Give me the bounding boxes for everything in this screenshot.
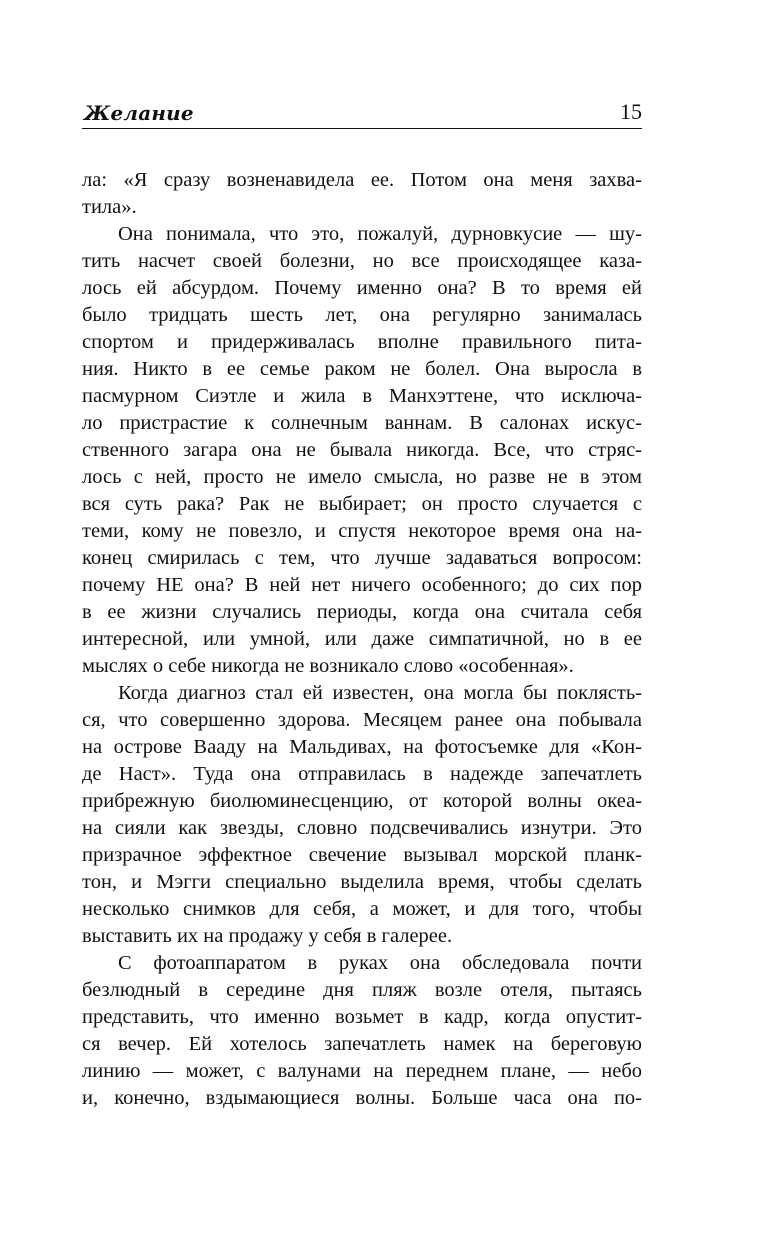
text-line: конец смирилась с тем, что лучше задаваться вопросом: [82, 547, 642, 569]
page-number: 15 [620, 99, 642, 124]
text-line: выставить их на продажу у себя в галерее. [82, 925, 453, 947]
text-line: ла: «Я сразу возненавидела ее. Потом она меня захва- [82, 169, 642, 191]
text-line: С фотоаппаратом в руках она обследовала почти [118, 952, 642, 974]
text-line: спортом и придерживалась вполне правильного пита- [82, 331, 642, 353]
paragraph [82, 221, 642, 680]
text-line: тон, и Мэгги специально выделила время, чтобы сделать [82, 871, 642, 893]
text-line: несколько снимков для себя, а может, и для того, чтобы [82, 898, 642, 920]
paragraph [82, 680, 642, 950]
book-page [82, 94, 642, 1112]
text-line: на сияли как звезды, словно подсвечивались изнутри. Это [82, 817, 642, 839]
text-line: Когда диагноз стал ей известен, она могла бы поклясть- [118, 682, 642, 704]
text-line: призрачное эффектное свечение вызывал морской планк- [82, 844, 642, 866]
text-line: лось ей абсурдом. Почему именно она? В то время ей [82, 277, 642, 299]
text-line: мыслях о себе никогда не возникало слово «особенная». [82, 655, 574, 677]
text-line: интересной, или умной, или даже симпатичной, но в ее [82, 628, 642, 650]
body-text [82, 167, 642, 1112]
text-line: вся суть рака? Рак не выбирает; он просто случается с [82, 493, 642, 515]
text-line: теми, кому не повезло, и спустя некоторое время она на- [82, 520, 642, 542]
text-line: и, конечно, вздымающиеся волны. Больше часа она по- [82, 1087, 642, 1109]
text-line: ственного загара она не бывала никогда. Все, что стряс- [82, 439, 642, 461]
text-line: тить насчет своей болезни, но все происходящее каза- [82, 250, 642, 272]
text-line: ло пристрастие к солнечным ваннам. В салонах искус- [82, 412, 642, 434]
text-line: линию — может, с валунами на переднем плане, — небо [82, 1060, 642, 1082]
running-head [82, 94, 642, 129]
text-line: было тридцать шесть лет, она регулярно занималась [82, 304, 642, 326]
text-line: почему НЕ она? В ней нет ничего особенного; до сих пор [82, 574, 642, 596]
text-line: безлюдный в середине дня пляж возле отеля, пытаясь [82, 979, 642, 1001]
text-line: Она понимала, что это, пожалуй, дурновкусие — шу- [118, 223, 642, 245]
text-line: ся, что совершенно здорова. Месяцем ранее она побывала [82, 709, 642, 731]
text-line: тила». [82, 196, 137, 218]
text-line: на острове Вааду на Мальдивах, на фотосъемке для «Кон- [82, 736, 642, 758]
text-line: ся вечер. Ей хотелось запечатлеть намек на береговую [82, 1033, 642, 1055]
paragraph [82, 950, 642, 1112]
text-line: лось с ней, просто не имело смысла, но разве не в этом [82, 466, 642, 488]
text-line: прибрежную биолюминесценцию, от которой волны океа- [82, 790, 642, 812]
text-line: представить, что именно возьмет в кадр, когда опустит- [82, 1006, 642, 1028]
text-line: в ее жизни случались периоды, когда она считала себя [82, 601, 642, 623]
text-line: ния. Никто в ее семье раком не болел. Она выросла в [82, 358, 642, 380]
text-line: пасмурном Сиэтле и жила в Манхэттене, что исключа- [82, 385, 642, 407]
paragraph [82, 167, 642, 221]
running-title: Желание [84, 101, 194, 125]
text-line: де Наст». Туда она отправилась в надежде запечатлеть [82, 763, 642, 785]
